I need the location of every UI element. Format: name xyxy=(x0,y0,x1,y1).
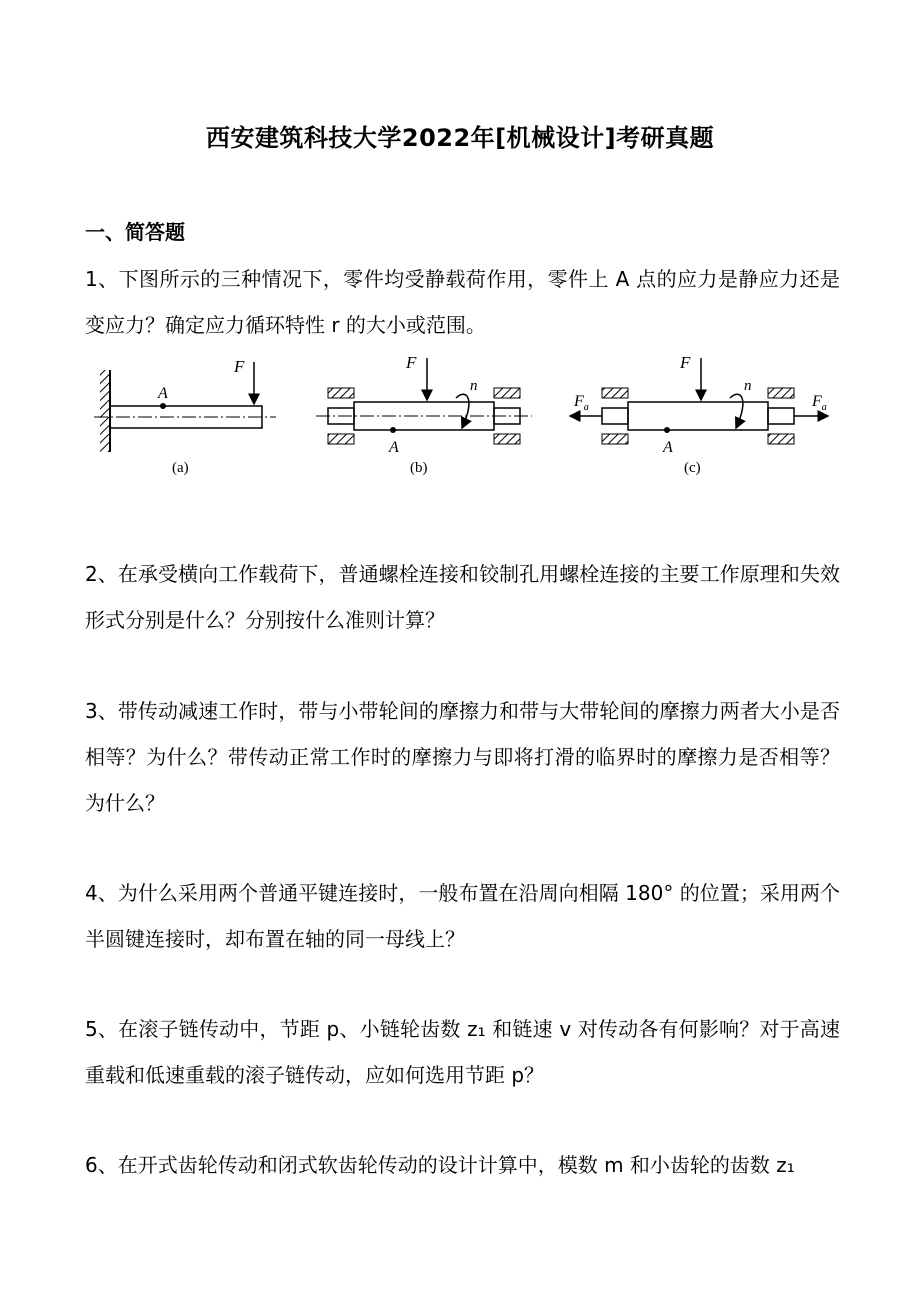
axial-force-label-left: $F_a$ xyxy=(574,393,589,413)
axial-force-label-right: $F_a$ xyxy=(812,393,827,413)
point-a-marker xyxy=(664,427,670,433)
document-title: 西安建筑科技大学2022年[机械设计]考研真题 xyxy=(205,124,715,152)
rotation-arrow xyxy=(456,394,469,428)
stress-figure xyxy=(84,348,844,488)
bearing-hatch xyxy=(494,434,520,444)
figure-b xyxy=(316,353,532,476)
question-3: 3、带传动减速工作时，带与小带轮间的摩擦力和带与大带轮间的摩擦力两者大小是否相等？为什么？带传动正常工作时的摩擦力与即将打滑的临界时的摩擦力是否相等？为什么？ xyxy=(85,699,840,815)
wall-hatch xyxy=(100,370,110,452)
bearing-hatch xyxy=(602,388,628,398)
rotation-arrow xyxy=(730,394,743,428)
figure-a xyxy=(94,357,276,476)
section-heading: 一、简答题 xyxy=(85,220,185,244)
bearing-hatch xyxy=(494,388,520,398)
bearing-hatch xyxy=(768,388,794,398)
point-a-label: A xyxy=(663,439,673,456)
question-5: 5、在滚子链传动中，节距 p、小链轮齿数 z₁ 和链速 v 对传动各有何影响？对于高速重载和低速重载的滚子链传动，应如何选用节距 p？ xyxy=(85,1017,840,1087)
point-a-label: A xyxy=(158,385,168,402)
point-a-marker xyxy=(390,427,396,433)
journal xyxy=(768,408,794,424)
force-label: F xyxy=(234,357,245,376)
figure-c xyxy=(570,353,828,476)
speed-label: n xyxy=(744,378,752,394)
bearing-hatch xyxy=(328,388,354,398)
force-label: F xyxy=(406,353,417,372)
point-a-label: A xyxy=(389,439,399,456)
shaft xyxy=(628,402,768,430)
caption-c: (c) xyxy=(684,460,701,476)
speed-label: n xyxy=(470,378,478,394)
force-label: F xyxy=(680,353,691,372)
question-2: 2、在承受横向工作载荷下，普通螺栓连接和铰制孔用螺栓连接的主要工作原理和失效形式分别是什么？分别按什么准则计算？ xyxy=(85,562,840,632)
question-4: 4、为什么采用两个普通平键连接时，一般布置在沿周向相隔 180° 的位置；采用两个半圆键连接时，却布置在轴的同一母线上？ xyxy=(85,881,840,951)
point-a-marker xyxy=(160,403,166,409)
question-6: 6、在开式齿轮传动和闭式软齿轮传动的设计计算中，模数 m 和小齿轮的齿数 z₁ xyxy=(85,1153,795,1177)
question-1: 1、下图所示的三种情况下，零件均受静载荷作用，零件上 A 点的应力是静应力还是变应力？确定应力循环特性 r 的大小或范围。 xyxy=(85,267,840,337)
bearing-hatch xyxy=(328,434,354,444)
caption-a: (a) xyxy=(172,460,189,476)
journal xyxy=(602,408,628,424)
bearing-hatch xyxy=(768,434,794,444)
caption-b: (b) xyxy=(410,460,428,476)
bearing-hatch xyxy=(602,434,628,444)
